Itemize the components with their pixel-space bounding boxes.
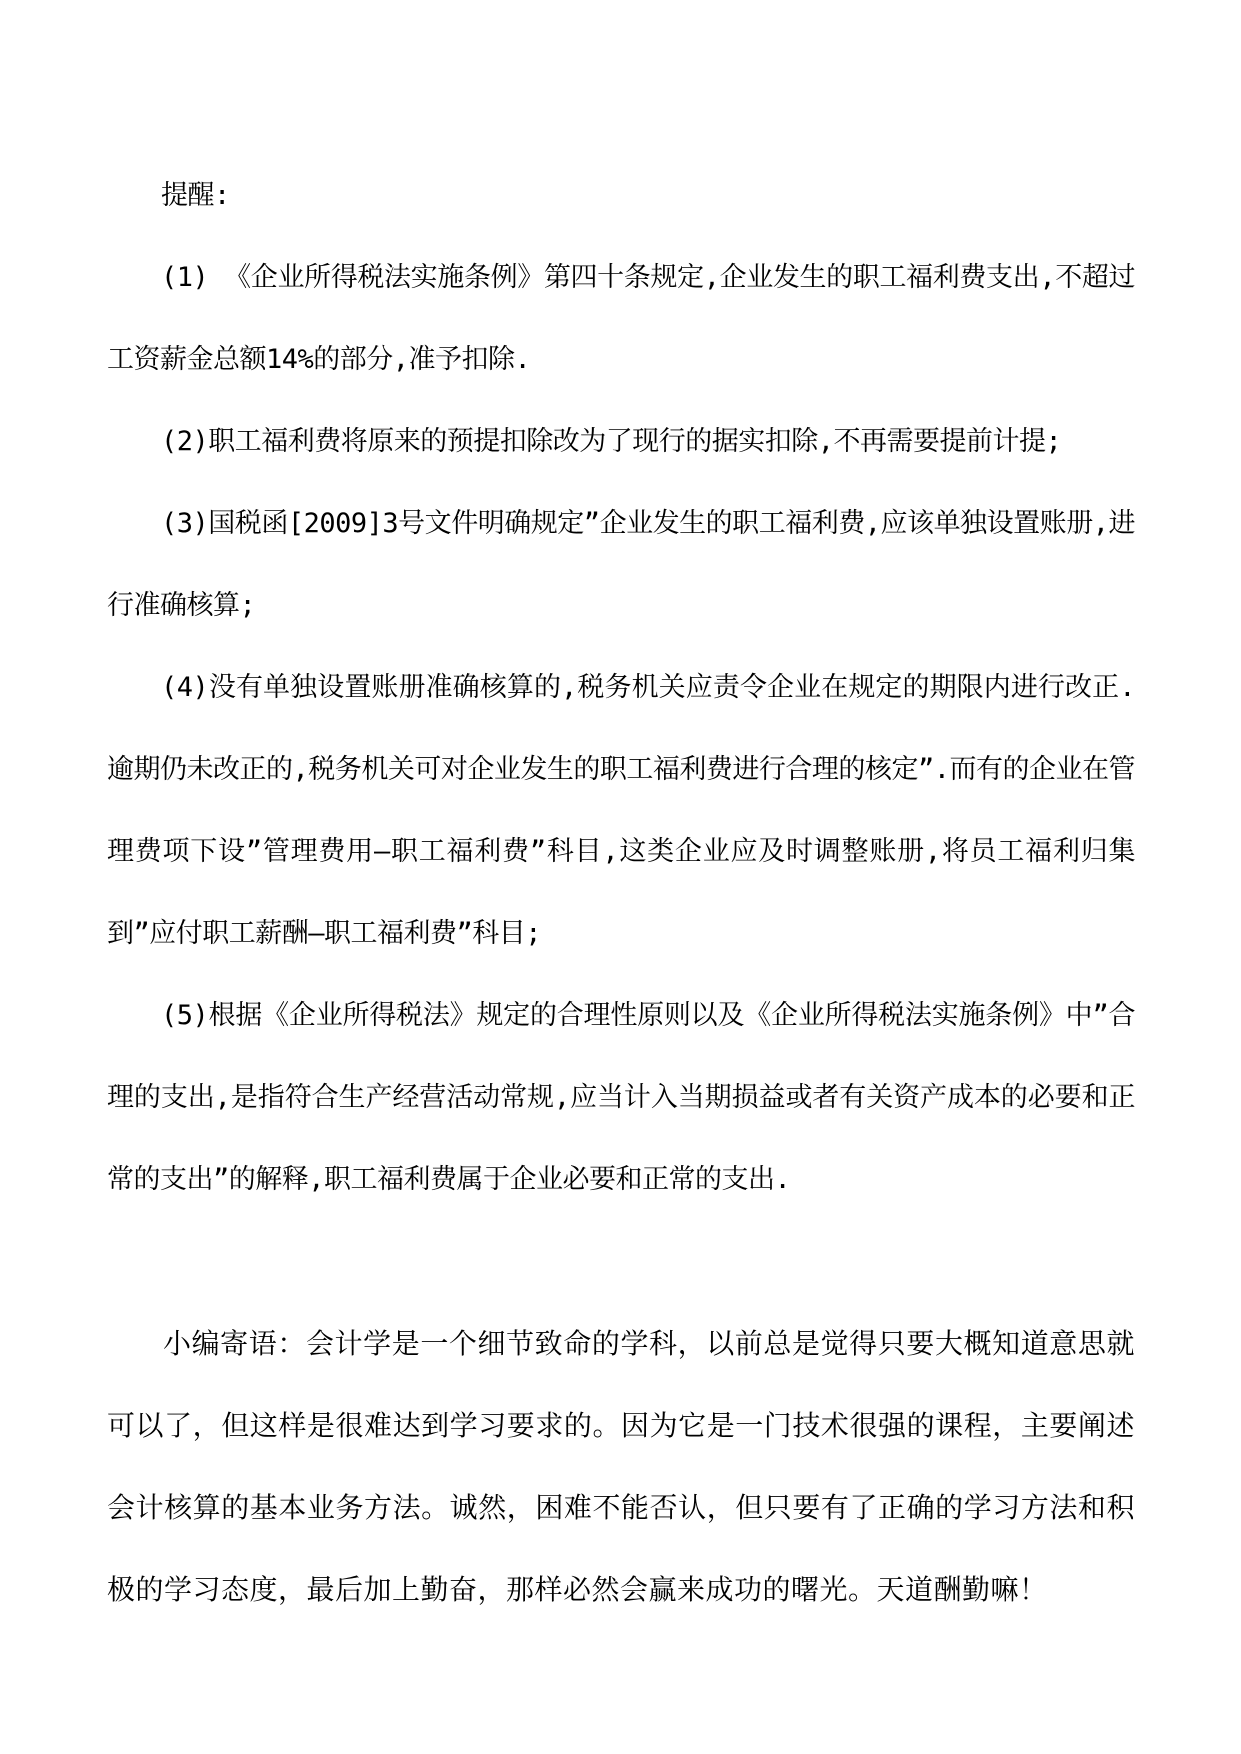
reminder-item-4: (4)没有单独设置账册准确核算的,税务机关应责令企业在规定的期限内进行改正.逾期仍未改正的,税务机关可对企业发生的职工福利费进行合理的核定”.而有的企业在管理费项下设”管理费用—职工福利费”科目,这类企业应及时调整账册,将员工福利归集到”应付职工薪酬—职工福利费”科目; <box>107 672 1135 949</box>
reminder-item-1: (1) 《企业所得税法实施条例》第四十条规定,企业发生的职工福利费支出,不超过工资薪金总额14%的部分,准予扣除. <box>107 262 1135 375</box>
editor-note-paragraph: 小编寄语：会计学是一个细节致命的学科，以前总是觉得只要大概知道意思就可以了，但这样是很难达到学习要求的。因为它是一门技术很强的课程，主要阐述会计核算的基本业务方法。诚然，困难不能否认，但只要有了正确的学习方法和积极的学习态度，最后加上勤奋，那样必然会赢来成功的曙光。天道酬勤嘛！ <box>107 1327 1135 1606</box>
reminder-item-2: (2)职工福利费将原来的预提扣除改为了现行的据实扣除,不再需要提前计提; <box>161 426 1062 457</box>
reminder-item-5: (5)根据《企业所得税法》规定的合理性原则以及《企业所得税法实施条例》中”合理的支出,是指符合生产经营活动常规,应当计入当期损益或者有关资产成本的必要和正常的支出”的解释,职工福利费属于企业必要和正常的支出. <box>107 1000 1135 1195</box>
section-gap <box>107 1221 1135 1303</box>
reminder-item-3: (3)国税函[2009]3号文件明确规定”企业发生的职工福利费,应该单独设置账册,进行准确核算; <box>107 508 1135 621</box>
reminder-heading: 提醒: <box>161 180 230 211</box>
document-body <box>107 155 1135 1631</box>
